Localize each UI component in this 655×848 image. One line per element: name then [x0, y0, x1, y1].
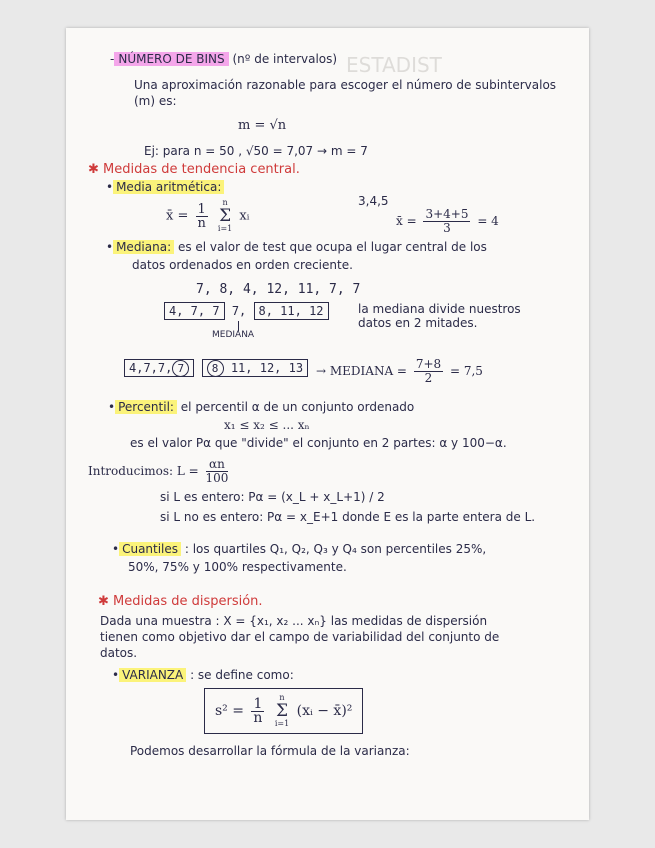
- quantiles-desc-2: 50%, 75% y 100% respectivamente.: [128, 560, 347, 574]
- median-example-values: 7, 8, 4, 12, 11, 7, 7: [196, 282, 361, 297]
- median-middle-value: 7,: [231, 304, 247, 318]
- bins-heading-line: - NÚMERO DE BINS (nº de intervalos): [110, 52, 338, 66]
- bins-formula: m = √n: [238, 118, 287, 133]
- mean-example-fraction: $\frac{3+4+5}{3}$: [425, 207, 469, 235]
- central-tendency-heading: ✱ Medidas de tendencia central.: [88, 162, 300, 177]
- percentile-heading: Percentil:: [115, 400, 177, 414]
- variance-heading-line: • VARIANZA : se define como:: [112, 668, 294, 682]
- percentile-intro: Introducimos: L = $\frac{\alpha n}{100}$: [88, 457, 229, 485]
- bins-desc-2: (m) es:: [134, 94, 177, 108]
- quantiles-heading: Cuantiles: [119, 542, 181, 556]
- dispersion-desc-3: datos.: [100, 646, 138, 660]
- median-note-1: la mediana divide nuestros: [358, 302, 521, 316]
- percentile-heading-line: • Percentil: el percentil α de un conjunto ordenado: [108, 400, 415, 414]
- percentile-desc-1: el percentil α de un conjunto ordenado: [180, 400, 415, 414]
- mean-example-formula: x̄ = $\frac{3+4+5}{3}$ = 4: [396, 207, 499, 235]
- median-heading: Mediana:: [113, 240, 174, 254]
- median-heading-line: • Mediana: es el valor de test que ocupa el lugar central de los: [106, 240, 487, 254]
- percentile-desc-2: es el valor Pα que "divide" el conjunto en 2 partes: α y 100−α.: [130, 436, 507, 450]
- bins-subtitle: (nº de intervalos): [232, 52, 338, 66]
- median-left-group: 4, 7, 7: [164, 302, 225, 320]
- quantiles-desc-1: : los quartiles Q₁, Q₂, Q₃ y Q₄ son percentiles 25%,: [184, 542, 487, 556]
- median-desc-1: es el valor de test que ocupa el lugar central de los: [177, 240, 487, 254]
- bins-example: Ej: para n = 50 , √50 = 7,07 → m = 7: [144, 144, 368, 158]
- variance-sum-symbol: n Σ i=1: [274, 693, 290, 728]
- mean-heading-line: • Media aritmética:: [106, 180, 224, 194]
- median-note-2: datos en 2 mitades.: [358, 316, 478, 330]
- median-arrow-label: MEDIANA: [212, 330, 255, 340]
- median-even-right: 8 11, 12, 13: [202, 359, 308, 377]
- percentile-fraction: $\frac{\alpha n}{100}$: [205, 457, 229, 485]
- mean-example-values: 3,4,5: [358, 194, 389, 208]
- mean-fraction: $\frac{1}{n}$: [197, 201, 206, 231]
- median-even-fraction: $\frac{7+8}{2}$: [415, 357, 442, 385]
- median-even-left: 4,7,7, 7: [124, 359, 194, 377]
- bleed-through-text: ESTADIST: [346, 53, 442, 77]
- bins-heading: NÚMERO DE BINS: [114, 52, 228, 66]
- percentile-case-integer: si L es entero: Pα = (x_L + x_L+1) / 2: [160, 490, 385, 504]
- median-even-formula: → MEDIANA = $\frac{7+8}{2}$ = 7,5: [316, 357, 483, 385]
- percentile-order: x₁ ≤ x₂ ≤ ... xₙ: [224, 418, 310, 432]
- notebook-page: [66, 28, 589, 820]
- sum-symbol: n Σ i=1: [217, 198, 233, 233]
- median-odd-boxes: [164, 304, 329, 318]
- mean-formula: x̄ = $\frac{1}{n}$ n Σ i=1 xᵢ: [166, 198, 250, 233]
- percentile-case-noninteger: si L no es entero: Pα = x_E+1 donde E es la parte entera de L.: [160, 510, 536, 524]
- median-right-group: 8, 11, 12: [254, 302, 329, 320]
- median-desc-2: datos ordenados en orden creciente.: [132, 258, 353, 272]
- variance-desc: : se define como:: [190, 668, 294, 682]
- dispersion-desc-2: tienen como objetivo dar el campo de variabilidad del conjunto de: [100, 630, 500, 644]
- median-even-example: [124, 360, 308, 377]
- quantiles-heading-line: • Cuantiles : los quartiles Q₁, Q₂, Q₃ y Q₄ son percentiles 25%,: [112, 542, 487, 556]
- variance-develop: Podemos desarrollar la fórmula de la varianza:: [130, 744, 410, 758]
- bins-desc-1: Una aproximación razonable para escoger el número de subintervalos: [134, 78, 557, 92]
- variance-heading: VARIANZA: [119, 668, 186, 682]
- dispersion-heading: ✱ Medidas de dispersión.: [98, 594, 263, 609]
- variance-formula-box: s² = $\frac{1}{n}$ n Σ i=1 (xᵢ − x̄)²: [204, 688, 363, 734]
- mean-heading: Media aritmética:: [113, 180, 224, 194]
- dispersion-desc-1: Dada una muestra : X = {x₁, x₂ ... xₙ} las medidas de dispersión: [100, 614, 488, 628]
- variance-fraction: $\frac{1}{n}$: [253, 695, 263, 726]
